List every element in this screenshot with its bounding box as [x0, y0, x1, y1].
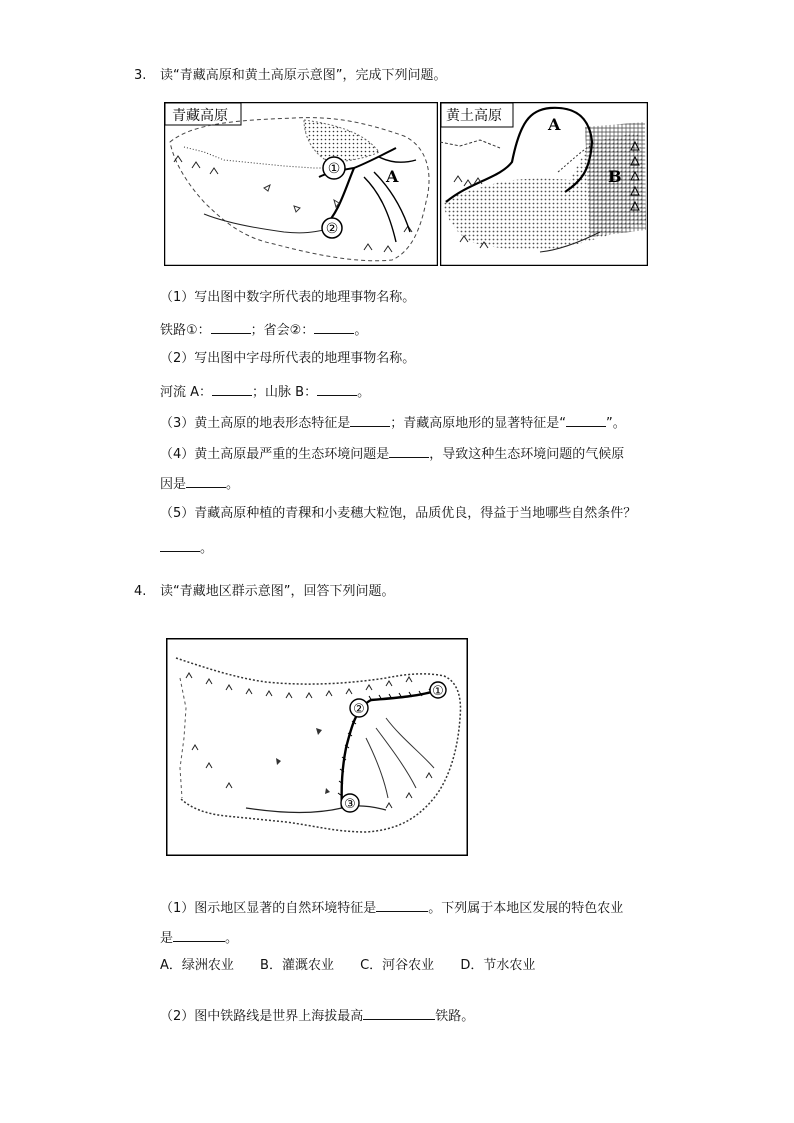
choice-b[interactable]: B．灌溉农业 [260, 958, 334, 973]
q3-part4-label: （4）黄土高原最严重的生态环境问题是 [160, 447, 390, 462]
q4-part2 [160, 1006, 474, 1025]
q4-part1-line2-label: 是 [160, 931, 174, 946]
q4-part1-label: （1）图示地区显著的自然环境特征是 [160, 901, 377, 916]
rail-marker-1: ① [327, 161, 341, 177]
qinghai-tibet-map [164, 102, 438, 266]
river-marker-a-left: A [386, 167, 399, 186]
q4-part2-label: （2）图中铁路线是世界上海拔最高 [160, 1009, 364, 1024]
q3-river-blank[interactable] [212, 382, 252, 396]
q3-part5-prompt: （5）青藏高原种植的青稞和小麦穗大粒饱，品质优良，得益于当地哪些自然条件？ [160, 506, 637, 521]
q3-part4-end: 。 [226, 477, 240, 492]
q3-part3-label: （3）黄土高原的地表形态特征是 [160, 416, 351, 431]
q3-part1-prompt: （1）写出图中数字所代表的地理事物名称。 [160, 290, 416, 305]
q3-tibet-feature-blank[interactable] [566, 413, 606, 427]
qinghai-tibet-region-map [166, 638, 468, 856]
question-3-number: 3. [134, 68, 147, 83]
map4-marker-1: ① [432, 684, 444, 699]
choice-d[interactable]: D．节水农业 [460, 958, 536, 973]
q3-loess-form-blank[interactable] [350, 413, 390, 427]
q3-river-label: 河流 A： [160, 385, 213, 400]
q3-rail-blank[interactable] [211, 320, 251, 334]
q3-part5-answer [160, 538, 213, 557]
q3-part1-answers [160, 320, 367, 339]
q3-part3-end: ”。 [606, 416, 626, 431]
q3-rail-label: 铁路①： [160, 323, 211, 338]
capital-marker-2: ② [325, 221, 339, 237]
q4-railway-blank[interactable] [363, 1006, 435, 1020]
q4-agriculture-blank[interactable] [173, 928, 225, 942]
q3-capital-label: ；省会②： [250, 323, 315, 338]
map-label-qinghai-tibet: 青藏高原 [172, 108, 228, 124]
choice-c[interactable]: C．河谷农业 [360, 958, 435, 973]
q3-part3-mid: ；青藏高原地形的显著特征是“ [390, 416, 567, 431]
q3-mountain-label: ；山脉 B： [252, 385, 318, 400]
mountain-marker-b: B [608, 167, 622, 186]
q4-part1-end: 。 [225, 931, 239, 946]
loess-plateau-map [440, 102, 648, 266]
q3-part5-end: 。 [200, 541, 214, 556]
q4-part1-line1 [160, 898, 623, 917]
map4-marker-3: ③ [344, 797, 356, 812]
map-label-loess-plateau: 黄土高原 [446, 108, 502, 124]
river-marker-a-right: A [548, 115, 561, 134]
question-4-stem: 读“青藏地区群示意图”，回答下列问题。 [160, 584, 395, 599]
q4-part2-end: 铁路。 [435, 1009, 475, 1024]
q3-eco-problem-blank[interactable] [389, 444, 429, 458]
q4-part1-line2 [160, 928, 238, 947]
q3-part3 [160, 413, 626, 432]
q3-part2-prompt: （2）写出图中字母所代表的地理事物名称。 [160, 351, 416, 366]
q3-part4-line2 [160, 474, 239, 493]
q3-part1-end: 。 [354, 323, 368, 338]
choice-a[interactable]: A．绿洲农业 [160, 958, 234, 973]
question-4-number: 4. [134, 584, 147, 599]
q3-natural-conditions-blank[interactable] [160, 538, 200, 552]
map4-marker-2: ② [353, 702, 365, 717]
q4-choices [160, 958, 557, 974]
q3-part4-line1 [160, 444, 624, 463]
q3-part2-end: 。 [357, 385, 371, 400]
q3-capital-blank[interactable] [314, 320, 354, 334]
q3-mountain-blank[interactable] [317, 382, 357, 396]
q3-part4-line2-label: 因是 [160, 477, 187, 492]
q4-part1-mid: 。下列属于本地区发展的特色农业 [428, 901, 624, 916]
q3-part2-answers [160, 382, 370, 401]
q3-climate-cause-blank[interactable] [186, 474, 226, 488]
q3-part4-mid: ，导致这种生态环境问题的气候原 [429, 447, 625, 462]
q4-feature-blank[interactable] [376, 898, 428, 912]
question-3-stem: 读“青藏高原和黄土高原示意图”，完成下列问题。 [160, 68, 447, 83]
